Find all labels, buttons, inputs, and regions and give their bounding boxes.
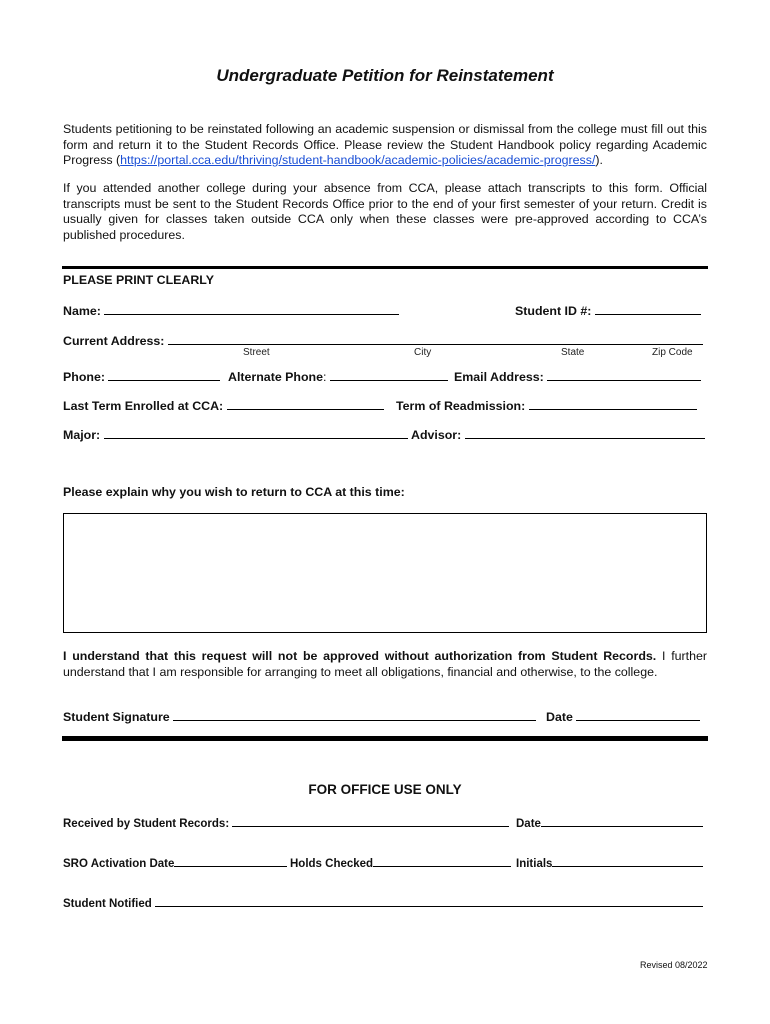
alt-phone-label: Alternate Phone xyxy=(228,370,324,384)
alt-phone-colon: : xyxy=(323,370,327,384)
address-row xyxy=(63,333,703,348)
office-divider xyxy=(62,736,708,741)
print-clearly-heading: PLEASE PRINT CLEARLY xyxy=(63,273,215,287)
student-id-row xyxy=(515,303,701,318)
initials-row xyxy=(516,855,703,870)
acknowledgement-rest: I further understand that I am responsible for arranging to meet all obligations, financial and otherwise, to the college. xyxy=(63,649,708,679)
last-term-label: Last Term Enrolled at CCA: xyxy=(63,399,224,413)
sro-row xyxy=(63,855,287,870)
page-title: Undergraduate Petition for Reinstatement xyxy=(216,66,554,85)
holds-row xyxy=(290,855,511,870)
intro-text-end: ). xyxy=(595,153,603,167)
intro-paragraph-2: If you attended another college during your absence from CCA, please attach transcripts to this form. Official transcripts must be sent to the Student Records Office prior to the end of your first semester of your return. Credit is usually given for classes taken outside CCA only when these classes were pre-approved according to CCA’s published procedures. xyxy=(63,181,707,242)
major-label: Major: xyxy=(63,428,101,442)
zip-caption: Zip Code xyxy=(652,347,693,358)
advisor-row xyxy=(411,427,705,442)
email-label: Email Address: xyxy=(454,370,544,384)
alt-phone-row xyxy=(228,369,448,384)
initials-label: Initials xyxy=(516,858,553,870)
readmission-row xyxy=(396,398,697,413)
holds-field[interactable] xyxy=(373,855,511,867)
intro-text: Students petitioning to be reinstated following an academic suspension or dismissal from the college must fill out this form and return it to the Student Records Office. Please review the Student Handbook policy regarding Academic Progress ( xyxy=(63,122,707,167)
advisor-field[interactable] xyxy=(465,427,705,439)
advisor-label: Advisor: xyxy=(411,428,462,442)
sro-label: SRO Activation Date xyxy=(63,858,175,870)
email-row xyxy=(454,369,701,384)
intro-paragraph-1 xyxy=(63,122,707,169)
office-date-field[interactable] xyxy=(541,815,703,827)
major-row xyxy=(63,427,408,442)
alt-phone-field[interactable] xyxy=(330,369,448,381)
signature-field[interactable] xyxy=(173,709,536,721)
section-divider xyxy=(62,266,708,269)
received-field[interactable] xyxy=(232,815,509,827)
explain-label: Please explain why you wish to return to CCA at this time: xyxy=(63,485,405,499)
signature-label: Student Signature xyxy=(63,710,170,724)
street-caption: Street xyxy=(243,347,270,358)
name-row xyxy=(63,303,399,318)
office-date-label: Date xyxy=(516,818,541,830)
student-id-field[interactable] xyxy=(595,303,701,315)
readmission-field[interactable] xyxy=(529,398,697,410)
acknowledgement xyxy=(63,649,707,680)
revision-note: Revised 08/2022 xyxy=(640,960,708,970)
phone-row xyxy=(63,369,220,384)
received-label: Received by Student Records: xyxy=(63,818,230,830)
student-id-label: Student ID #: xyxy=(515,304,592,318)
last-term-row xyxy=(63,398,384,413)
signature-date-field[interactable] xyxy=(576,709,700,721)
initials-field[interactable] xyxy=(552,855,703,867)
state-caption: State xyxy=(561,347,585,358)
signature-date-row xyxy=(546,709,700,724)
notified-field[interactable] xyxy=(155,895,703,907)
last-term-field[interactable] xyxy=(227,398,384,410)
holds-label: Holds Checked xyxy=(290,858,374,870)
signature-date-label: Date xyxy=(546,710,573,724)
name-field[interactable] xyxy=(104,303,399,315)
academic-progress-link[interactable]: https://portal.cca.edu/thriving/student-handbook/academic-policies/academic-progress/ xyxy=(120,153,596,167)
office-date-row xyxy=(516,815,703,830)
readmission-label: Term of Readmission: xyxy=(396,399,526,413)
phone-field[interactable] xyxy=(108,369,220,381)
sro-field[interactable] xyxy=(174,855,287,867)
email-field[interactable] xyxy=(547,369,701,381)
name-label: Name: xyxy=(63,304,101,318)
acknowledgement-bold: I understand that this request will not be approved without authorization from Student Records. xyxy=(63,649,657,663)
received-row xyxy=(63,815,509,830)
notified-label: Student Notified xyxy=(63,898,152,910)
notified-row xyxy=(63,895,703,910)
explanation-textarea[interactable] xyxy=(63,513,707,633)
signature-row xyxy=(63,709,536,724)
phone-label: Phone: xyxy=(63,370,105,384)
office-use-heading: FOR OFFICE USE ONLY xyxy=(308,782,462,797)
address-field[interactable] xyxy=(168,333,703,345)
city-caption: City xyxy=(414,347,432,358)
address-label: Current Address: xyxy=(63,334,165,348)
major-field[interactable] xyxy=(104,427,408,439)
